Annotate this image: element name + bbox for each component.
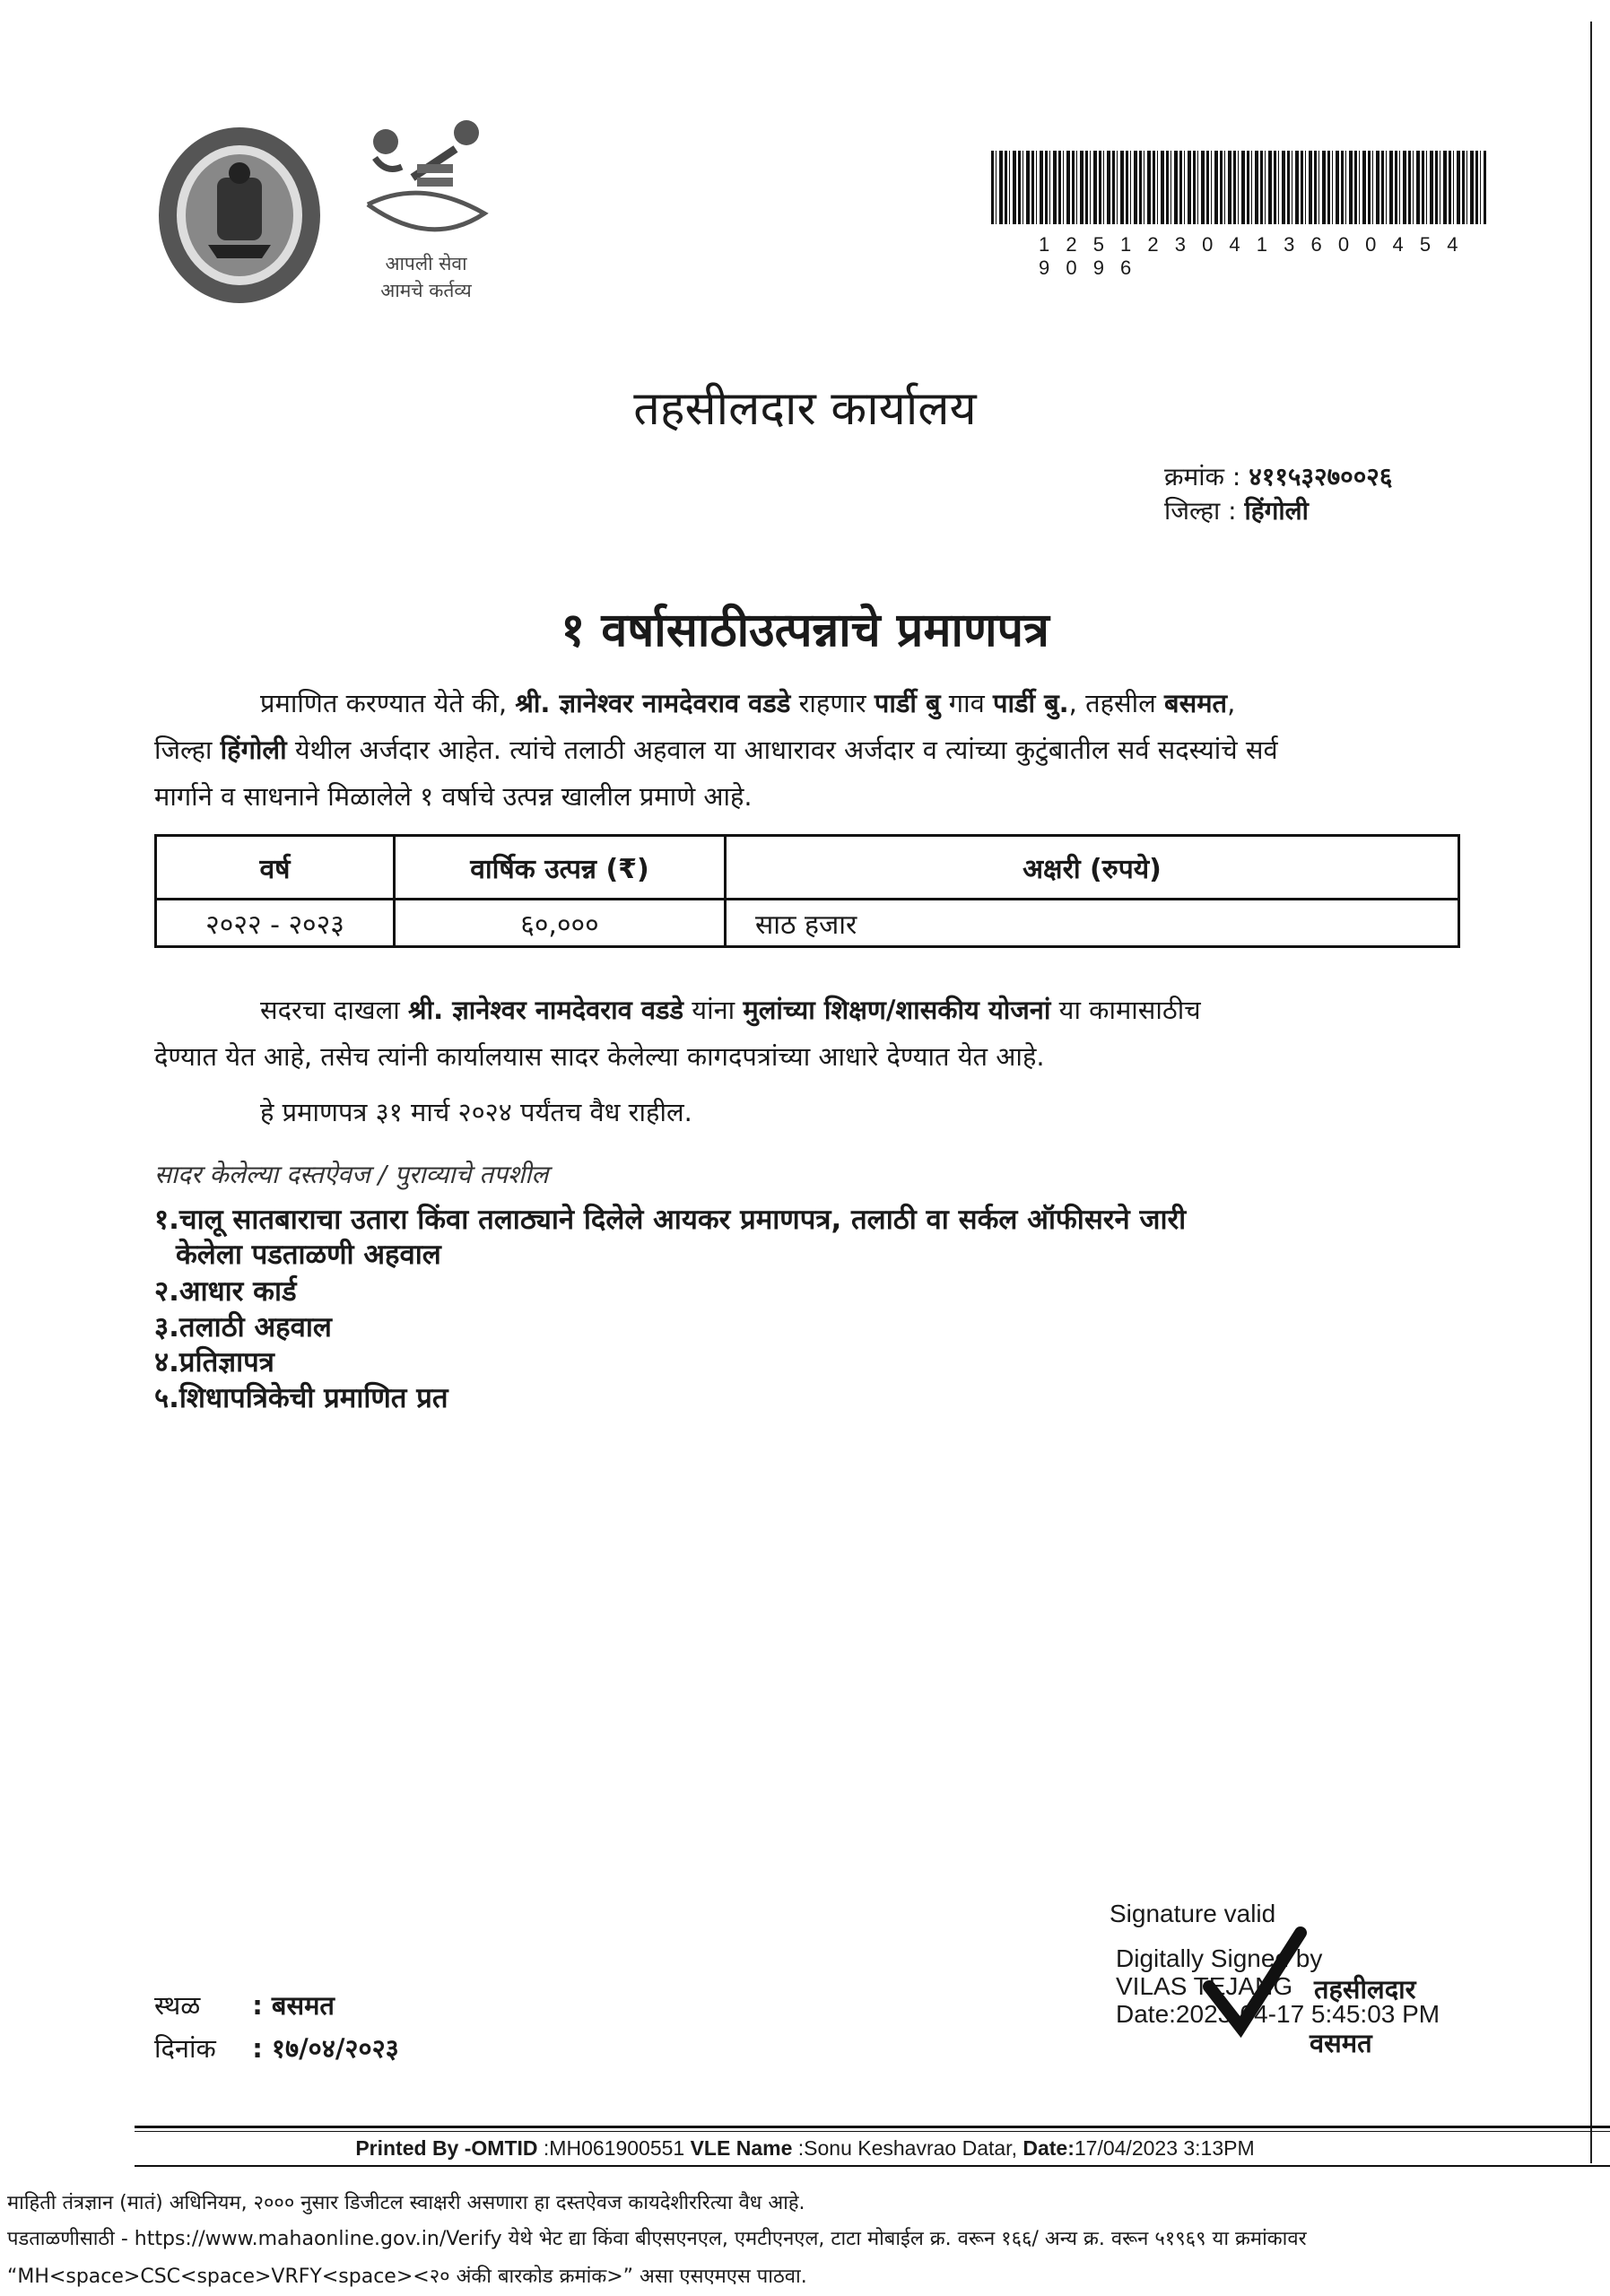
date-value: : १७/०४/२०२३: [252, 2033, 399, 2064]
district-ref: [1164, 493, 1309, 527]
income-table: [154, 834, 1460, 948]
divider: [135, 2131, 1610, 2132]
doc-item-1-cont: केलेला पडताळणी अहवाल: [176, 1239, 441, 1271]
kramank: [1164, 459, 1392, 493]
cell-words: साठ हजार: [726, 900, 1459, 947]
kramank-label: क्रमांक :: [1164, 462, 1241, 491]
logo-text-line1: आपली सेवा: [385, 253, 467, 274]
doc-item-2: २.आधार कार्ड: [154, 1275, 297, 1308]
doc-item-3: ३.तलाठी अहवाल: [154, 1311, 332, 1344]
date-label: दिनांक: [154, 2033, 216, 2064]
purpose-text: मुलांच्या शिक्षण/शासकीय योजनां: [743, 995, 1051, 1025]
table-header-row: [156, 836, 1459, 900]
validity-text: हे प्रमाणपत्र ३१ मार्च २०२४ पर्यंतच वैध राहील.: [260, 1097, 692, 1127]
signature-line3: Date:2023-04-17 5:45:03 PM: [1116, 2000, 1440, 2028]
purpose-paragraph: सदरचा दाखला श्री. ज्ञानेश्वर नामदेवराव वडडे यांना मुलांच्या शिक्षण/शासकीय योजनां या कामासाठीच देण्यात येत आहे, तसेच त्यांनी कार्यालयास सादर केलेल्या कागदपत्रांच्या आधारे देण्यात येत आहे.: [154, 995, 1201, 1072]
cell-year: २०२२ - २०२३: [156, 900, 395, 947]
table-row: [156, 900, 1459, 947]
place-line: [154, 1987, 335, 2022]
checkmark-icon: [1200, 1924, 1308, 2040]
col-words: अक्षरी (रुपये): [726, 836, 1459, 900]
col-income: वार्षिक उत्पन्न (₹): [395, 836, 726, 900]
footer-line3: “MH<space>CSC<space>VRFY<space><२० अंकी बारकोड क्रमांक>” असा एसएमएस पाठवा.: [7, 2266, 807, 2288]
signature-valid: Signature valid: [1110, 1900, 1276, 1927]
documents-heading: सादर केलेल्या दस्तऐवज / पुराव्याचे तपशील: [154, 1160, 549, 1189]
kramank-value: ४११५३२७००२६: [1249, 462, 1393, 491]
cell-income: ६०,०००: [395, 900, 726, 947]
state-emblem-seal: [154, 124, 325, 308]
barcode: [991, 151, 1486, 224]
divider: [135, 2165, 1610, 2167]
divider: [135, 2126, 1610, 2128]
designation-place: वसमत: [1310, 2028, 1372, 2058]
date-line: [154, 2031, 399, 2066]
barcode-number: 1 2 5 1 2 3 0 4 1 3 6 0 0 4 5 4 9 0 9 6: [1039, 233, 1464, 279]
place-label: स्थळ: [154, 1990, 201, 2021]
district-value: हिंगोली: [1244, 496, 1309, 526]
logo-text-line2: आमचे कर्तव्य: [380, 280, 472, 301]
aapli-seva-logo: [350, 115, 502, 308]
footer-line1: माहिती तंत्रज्ञान (मातं) अधिनियम, २००० नुसार डिजीटल स्वाक्षरी असणारा हा दस्तऐवज कायदेशीररित्या वैध आहे.: [7, 2192, 805, 2214]
doc-item-4: ४.प्रतिज्ञापत्र: [154, 1346, 274, 1378]
intro-paragraph: प्रमाणित करण्यात येते की, श्री. ज्ञानेश्वर नामदेवराव वडडे राहणार पार्डी बु गाव पार्डी बु., तहसील बसमत, जिल्हा हिंगोली येथील अर्जदार आहेत. त्यांचे तलाठी अहवाल या आधारावर अर्जदार व त्यांच्या कुटुंबातील सर्व सदस्यांचे सर्व मार्गाने व साधनाने मिळालेले १ वर्षाचे उत्पन्न खालील प्रमाणे आहे.: [154, 688, 1278, 812]
district-label: जिल्हा :: [1164, 496, 1237, 526]
doc-item-1: १.चालू सातबाराचा उतारा किंवा तलाठ्याने दिलेले आयकर प्रमाणपत्र, तलाठी वा सर्कल ऑफीसरने जारी: [154, 1204, 1187, 1236]
col-year: वर्ष: [156, 836, 395, 900]
signature-line2: VILAS TEJANG: [1116, 1972, 1293, 2000]
applicant-name: श्री. ज्ञानेश्वर नामदेवराव वडडे: [515, 688, 791, 718]
aapli-seva-hand-icon: [350, 115, 502, 249]
footer-line2: पडताळणीसाठी - https://www.mahaonline.gov.in/Verify येथे भेट द्या किंवा बीएसएनएल, एमटीएनएल, टाटा मोबाईल क्र. वरून १६६/ अन्य क्र. वरून ५१९६९ या क्रमांकावर: [7, 2228, 1307, 2250]
designation: तहसीलदार: [1314, 1974, 1416, 2005]
printed-by-line: Printed By -OMTID :MH061900551 VLE Name :Sonu Keshavrao Datar, Date:17/04/2023 3:13PM: [355, 2136, 1255, 2160]
signature-line1: Digitally Signed by: [1116, 1944, 1323, 1972]
place-value: : बसमत: [252, 1990, 335, 2021]
certificate-title: १ वर्षासाठीउत्पन्नाचे प्रमाणपत्र: [561, 604, 1049, 657]
doc-item-5: ५.शिधापत्रिकेची प्रमाणित प्रत: [154, 1382, 448, 1414]
office-title: तहसीलदार कार्यालय: [633, 382, 977, 436]
